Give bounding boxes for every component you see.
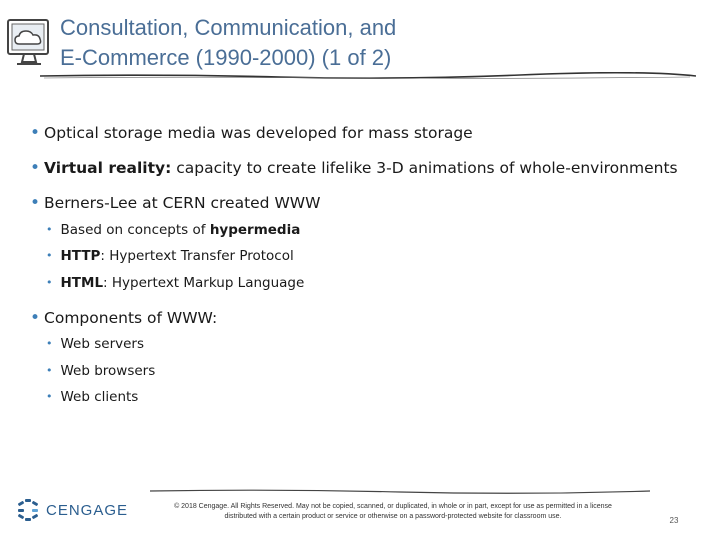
copyright-line-2: distributed with a certain product or service or otherwise on a password-protected website for classroom use. [224,513,562,520]
sub-bullet-item [46,274,304,293]
sub-bullet-text: : Hypertext Transfer Protocol [100,248,294,264]
sub-bullet-term: HTTP [60,248,101,264]
bullet-text: Components of WWW: [44,309,218,327]
sub-bullet-text: Based on concepts of [60,222,210,238]
cloud-computer-icon [5,18,59,70]
sub-bullet-term: HTML [60,275,104,291]
sub-bullet-item [46,362,155,381]
bullet-text: Optical storage media was developed for mass storage [44,124,473,142]
sub-bullet-marker: • [46,249,53,262]
copyright-notice [138,502,648,522]
sub-bullet-text: Web clients [60,389,139,405]
bullet-item [30,308,217,328]
cengage-logo-icon [16,498,40,522]
bullet-item [30,193,320,213]
bullet-marker: • [30,123,41,143]
copyright-line-1: © 2018 Cengage. All Rights Reserved. May not be copied, scanned, or duplicated, in whole or in part, except for use as permitted in a license [174,503,612,510]
sub-bullet-marker: • [46,390,53,403]
sub-bullet-text: Web browsers [60,363,156,379]
bullet-item [30,158,678,178]
footer-divider [150,488,650,494]
sub-bullet-item [46,221,300,240]
sub-bullet-item [46,335,144,354]
sub-bullet-item [46,247,294,266]
bullet-term: Virtual reality: [44,159,172,177]
sub-bullet-term: hypermedia [209,222,301,238]
sub-bullet-marker: • [46,364,53,377]
sub-bullet-text: : Hypertext Markup Language [103,275,305,291]
sub-bullet-marker: • [46,276,53,289]
page-number: 23 [669,516,679,525]
bullet-text: capacity to create lifelike 3-D animations of whole-environments [171,159,678,177]
sub-bullet-marker: • [46,223,53,236]
title-underline [40,72,696,80]
sub-bullet-marker: • [46,337,53,350]
logo-wordmark: CENGAGE [46,501,129,519]
bullet-text: Berners-Lee at CERN created WWW [44,194,321,212]
bullet-marker: • [30,308,41,328]
bullet-marker: • [30,193,41,213]
sub-bullet-item [46,388,138,407]
bullet-item [30,123,473,143]
bullet-marker: • [30,158,41,178]
cengage-logo [16,497,128,523]
sub-bullet-text: Web servers [60,336,144,352]
title-line-2: E-Commerce (1990-2000) (1 of 2) [60,45,392,70]
title-line-1: Consultation, Communication, and [60,15,397,40]
slide-title [60,13,660,73]
